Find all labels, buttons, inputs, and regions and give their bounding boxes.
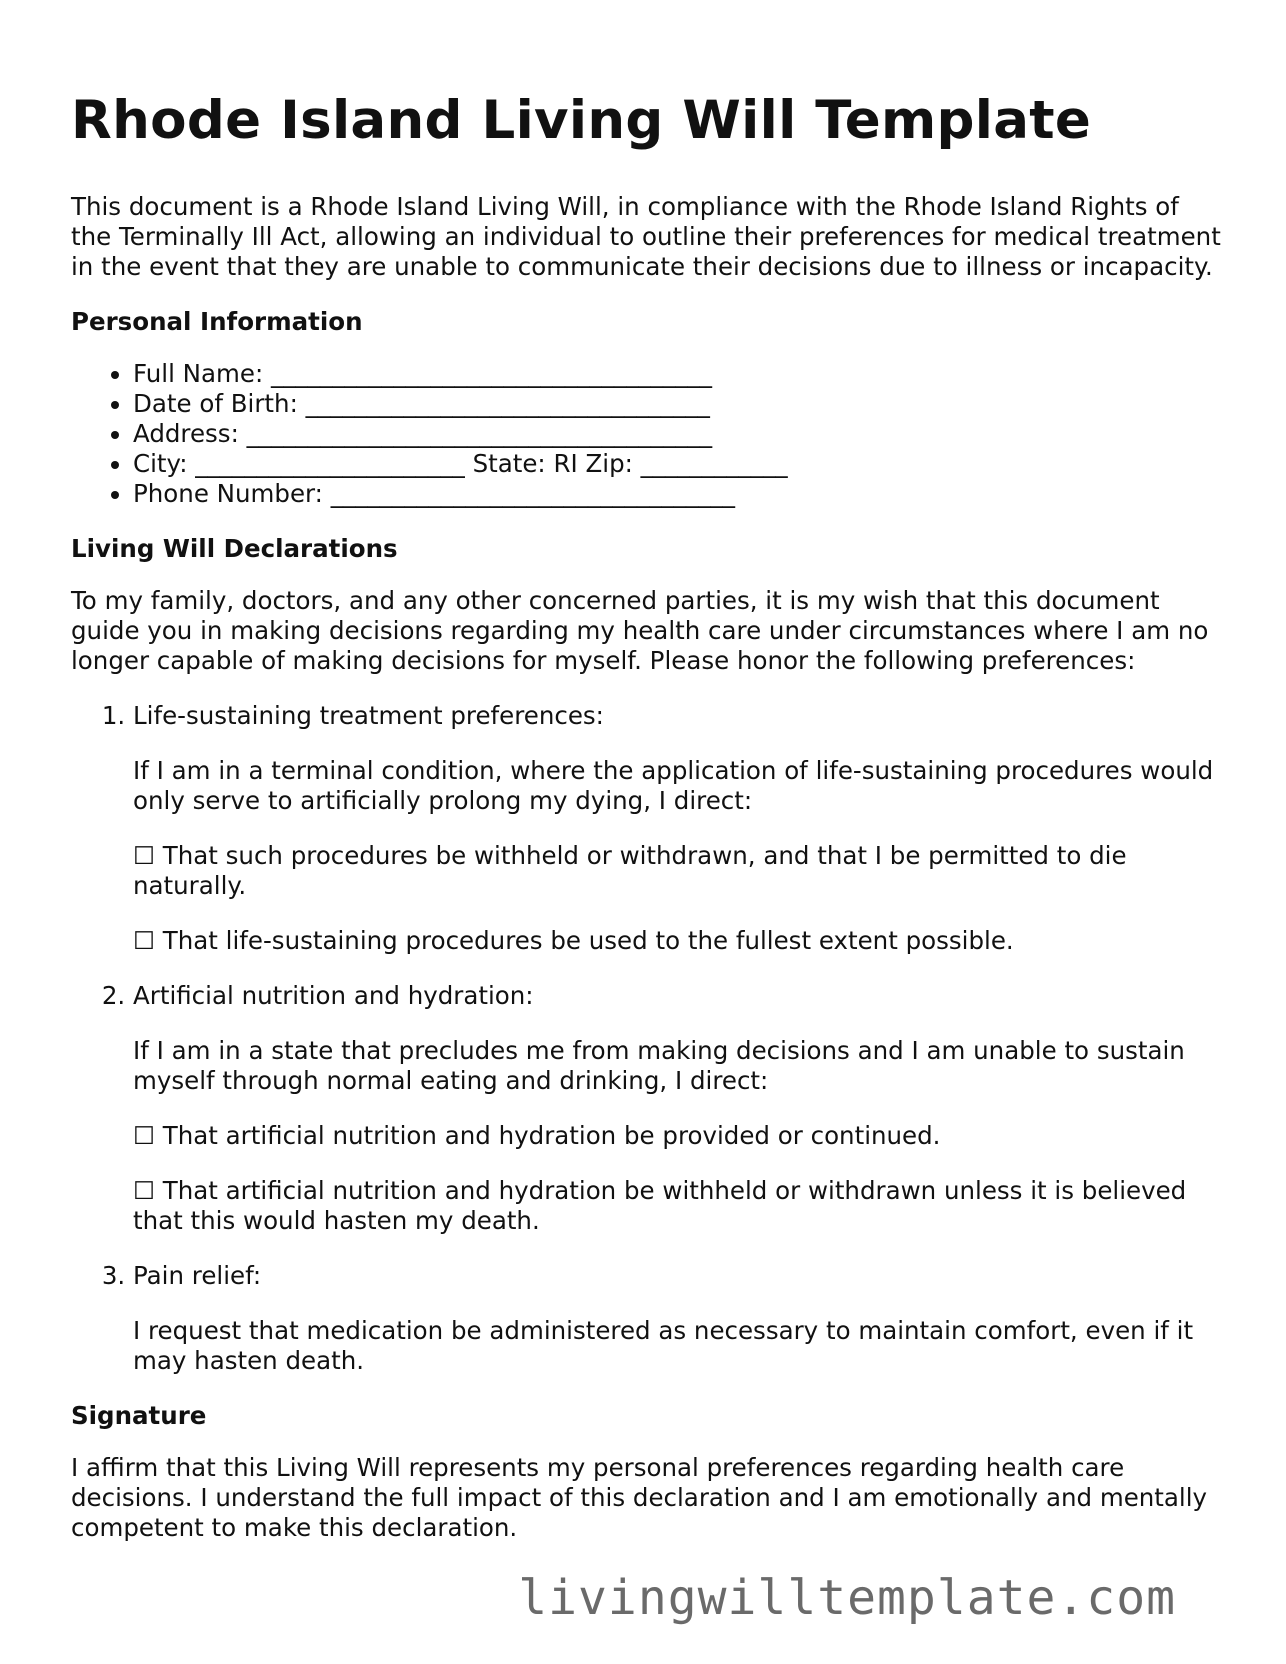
full-name-field: • Full Name: ____________________________________ [133, 359, 1221, 389]
preferences-list [71, 701, 1221, 1376]
list-item [133, 701, 1221, 956]
personal-information-heading: Personal Information [71, 307, 363, 336]
item-text: If I am in a state that precludes me from making decisions and I am unable to sustain myself through normal eating and drinking, I direct: [133, 1036, 1185, 1095]
intro-paragraph: This document is a Rhode Island Living Will, in compliance with the Rhode Island Rights of the Terminally Ill Act, allowing an individual to outline their preferences for medical treatment in the event that they are unable to communicate their decisions due to illness or incapacity. [71, 192, 1221, 281]
list-item [133, 981, 1221, 1236]
phone-number-field: • Phone Number: _________________________________ [133, 479, 1221, 509]
item-text: I request that medication be administered as necessary to maintain comfort, even if it may hasten death. [133, 1316, 1194, 1375]
page-title: Rhode Island Living Will Template [71, 90, 1092, 151]
item-title: 3. Pain relief: [133, 1261, 262, 1290]
city-state-zip-field: • City: ______________________ State: RI Zip: ____________ [133, 449, 1221, 479]
document-page [71, 88, 1221, 1543]
option-checkbox[interactable]: ☐ That life-sustaining procedures be used to the fullest extent possible. [133, 926, 1014, 955]
item-title: 2. Artificial nutrition and hydration: [133, 981, 534, 1010]
signature-heading: Signature [71, 1401, 207, 1430]
item-title: 1. Life-sustaining treatment preferences: [133, 701, 604, 730]
list-item [133, 1261, 1221, 1376]
date-of-birth-field: • Date of Birth: _________________________________ [133, 389, 1221, 419]
option-checkbox[interactable]: ☐ That artificial nutrition and hydration be provided or continued. [133, 1121, 941, 1150]
watermark: livingwilltemplate.com [518, 1570, 1176, 1626]
option-checkbox[interactable]: ☐ That such procedures be withheld or withdrawn, and that I be permitted to die naturally. [133, 841, 1127, 900]
declarations-heading: Living Will Declarations [71, 534, 398, 563]
option-checkbox[interactable]: ☐ That artificial nutrition and hydration be withheld or withdrawn unless it is believed that this would hasten my death. [133, 1176, 1187, 1235]
item-text: If I am in a terminal condition, where the application of life-sustaining procedures would only serve to artificially prolong my dying, I direct: [133, 756, 1214, 815]
signature-paragraph: I affirm that this Living Will represents my personal preferences regarding health care decisions. I understand the full impact of this declaration and I am emotionally and mentally competent to make this declaration. [71, 1453, 1208, 1542]
personal-information-list [71, 359, 1221, 509]
address-field: • Address: ______________________________________ [133, 419, 1221, 449]
declarations-intro: To my family, doctors, and any other concerned parties, it is my wish that this document guide you in making decisions regarding my health care under circumstances where I am no longer capable of making decisions for myself. Please honor the following preferences: [71, 586, 1209, 675]
